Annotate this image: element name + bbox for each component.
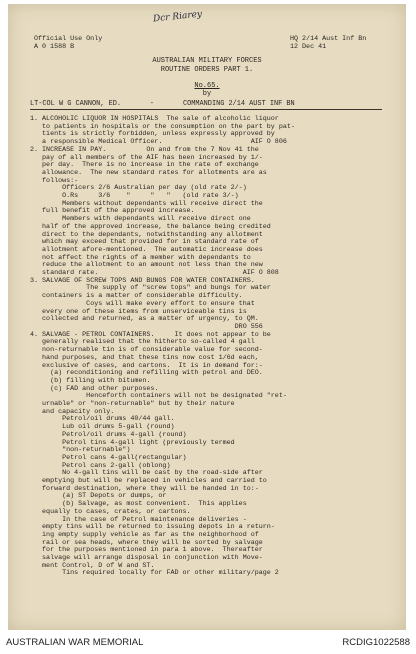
header-left xyxy=(34,36,102,51)
body-line: direct to the dependants, notwithstanding any allotment xyxy=(30,230,263,239)
body-line: generally realised that the hitherto so-called 4 gall xyxy=(30,338,255,347)
body-line: (c) FAD and other purposes. xyxy=(30,384,159,393)
body-line: In the case of Petrol maintenance deliveries - xyxy=(30,515,247,524)
body-line: Coys will make every effort to ensure that xyxy=(30,299,255,308)
header-right-line: HQ 2/14 Aust Inf Bn xyxy=(290,35,367,43)
body-line: equally to cases, crates, or cartons. xyxy=(30,507,191,516)
body-line: 4. SALVAGE - PETROL CONTAINERS. It does not appear to be xyxy=(30,330,271,339)
body-line: Members without dependants will receive direct the xyxy=(30,199,263,208)
commanding-officer-line: LT-COL W G CANNON, ED. - COMMANDING 2/14 AUST INF BN xyxy=(30,100,382,110)
body-line: Petrol/oil drums 4-gall (round) xyxy=(30,430,187,439)
body-line: follows:- xyxy=(30,176,79,185)
archive-footer xyxy=(0,632,416,654)
body-line: a responsible Medical Officer. AIF O 806 xyxy=(30,138,287,147)
body-line: Petrol cans 2-gall (oblong) xyxy=(30,461,171,470)
body-line: pay of all members of the AIF has been increased by 1/- xyxy=(30,153,263,162)
body-line: half of the approved increase, the balance being credited xyxy=(30,222,271,231)
body-line: to patients in hospitals or the consumption on the part by pat- xyxy=(30,122,295,131)
body-line: every one of these items from unserviceable tins is xyxy=(30,307,247,316)
body-line: Petrol cans 4-gall(rectangular) xyxy=(30,453,187,462)
body-line: salvage will arrange disposal in conjunction with Move- xyxy=(30,554,263,563)
body-line: Lub oil drums 5-gall (round) xyxy=(30,423,175,432)
header-right xyxy=(290,36,366,51)
body-line: urnable" or "non-returnable" but by their nature xyxy=(30,400,235,409)
body-line: per day. There is no increase in the rate of exchange xyxy=(30,161,259,170)
body-line: No 4-gall tins will be cast by the road-side after xyxy=(30,469,263,478)
body-line: and capacity only. xyxy=(30,407,115,416)
body-line: exclusive of cases, and cartons. It is in demand for:- xyxy=(30,361,263,370)
body-line: (a) reconditioning and refilling with petrol and DEO. xyxy=(30,369,263,378)
body-line: standard rate. AIF O 808 xyxy=(30,269,279,278)
body-line: ment Control, D of W and ST. xyxy=(30,561,155,570)
body-line: containers is a matter of considerable difficulty. xyxy=(30,292,243,301)
body-line: forward destination, where they will be handed in to:- xyxy=(30,484,259,493)
body-line: reduce the allotment to an amount not less than the new xyxy=(30,261,263,270)
header-left-line: Official Use Only xyxy=(34,35,103,43)
body-line: non-returnable tin is of considerable value for second- xyxy=(30,346,263,355)
body-line: Petrol tins 4-gall light (previously termed xyxy=(30,438,235,447)
body-line: "non-returnable") xyxy=(30,446,131,455)
document-subtitle: ROUTINE ORDERS PART 1. xyxy=(160,66,254,74)
footer-record-id: RCDIG1022588 xyxy=(342,637,410,648)
body-line: 3. SALVAGE OF SCREW TOPS AND BUNGS FOR WATER CONTAINERS. xyxy=(30,276,255,285)
body-line: 2. INCREASE IN PAY. On and from the 7 Nov 41 the xyxy=(30,145,259,154)
by-line: by xyxy=(202,90,212,98)
body-line: full benefit of the approved increase. xyxy=(30,207,195,216)
body-line: DRO 556 xyxy=(30,322,263,331)
body-line: ing empty supply vehicle as far as the neighborhood of xyxy=(30,530,259,539)
header-left-line: A 0 1588 B xyxy=(34,42,75,51)
document-title: AUSTRALIAN MILITARY FORCES xyxy=(152,57,262,65)
body-line: (b) Salvage, as most convenient. This applies xyxy=(30,500,247,509)
body-line: (b) filling with bitumen. xyxy=(30,376,151,385)
body-line: 1. ALCOHOLIC LIQUOR IN HOSPITALS The sale of alcoholic liquor xyxy=(30,115,279,123)
handwritten-annotation: Dcr Riarey xyxy=(152,9,203,25)
body-line: tients is strictly forbidden, unless expressly approved by xyxy=(30,130,275,139)
body-line: collected and returned, as a matter of urgency, to QM. xyxy=(30,315,259,324)
body-line: Officers 2/6 Australian per day (old rate 2/-) xyxy=(30,184,247,193)
body-line: Tins required locally for FAD or other military/page 2 xyxy=(30,569,279,578)
body-line: for the purposes mentioned in para 1 above. Thereafter xyxy=(30,546,263,555)
order-number: No.65. xyxy=(194,82,220,90)
body-line: which may exceed that provided for in standard rate of xyxy=(30,238,259,247)
body-line: not affect the rights of a member with dependants to xyxy=(30,253,251,262)
body-line: hand purposes, and that these tins now cost 1/6d each, xyxy=(30,353,259,362)
footer-source: AUSTRALIAN WAR MEMORIAL xyxy=(6,637,144,648)
body-line: (a) ST Depots or dumps, or xyxy=(30,492,167,501)
body-line: Members with dependants will receive direct one xyxy=(30,215,251,224)
body-line: rail or sea heads, where they will be sorted by salvage xyxy=(30,538,263,547)
document-page xyxy=(8,4,406,630)
body-line: emptying but will be replaced in vehicles and carried to xyxy=(30,477,267,486)
header-right-line: 12 Dec 41 xyxy=(290,42,327,51)
orders-body xyxy=(30,116,386,578)
body-line: allotment afore-mentioned. The automatic increase does xyxy=(30,245,263,254)
body-line: empty tins will be returned to issuing depots in a return- xyxy=(30,523,275,532)
body-line: allowance. The new standard rates for allotments are as xyxy=(30,168,267,177)
body-line: O.Rs 3/6 " " " (old rate 3/-) xyxy=(30,192,239,201)
body-line: Henceforth containers will not be designated "ret- xyxy=(30,392,287,401)
body-line: Petrol/oil drums 40/44 gall. xyxy=(30,415,175,424)
body-line: The supply of "screw tops" and bungs for water xyxy=(30,284,271,293)
